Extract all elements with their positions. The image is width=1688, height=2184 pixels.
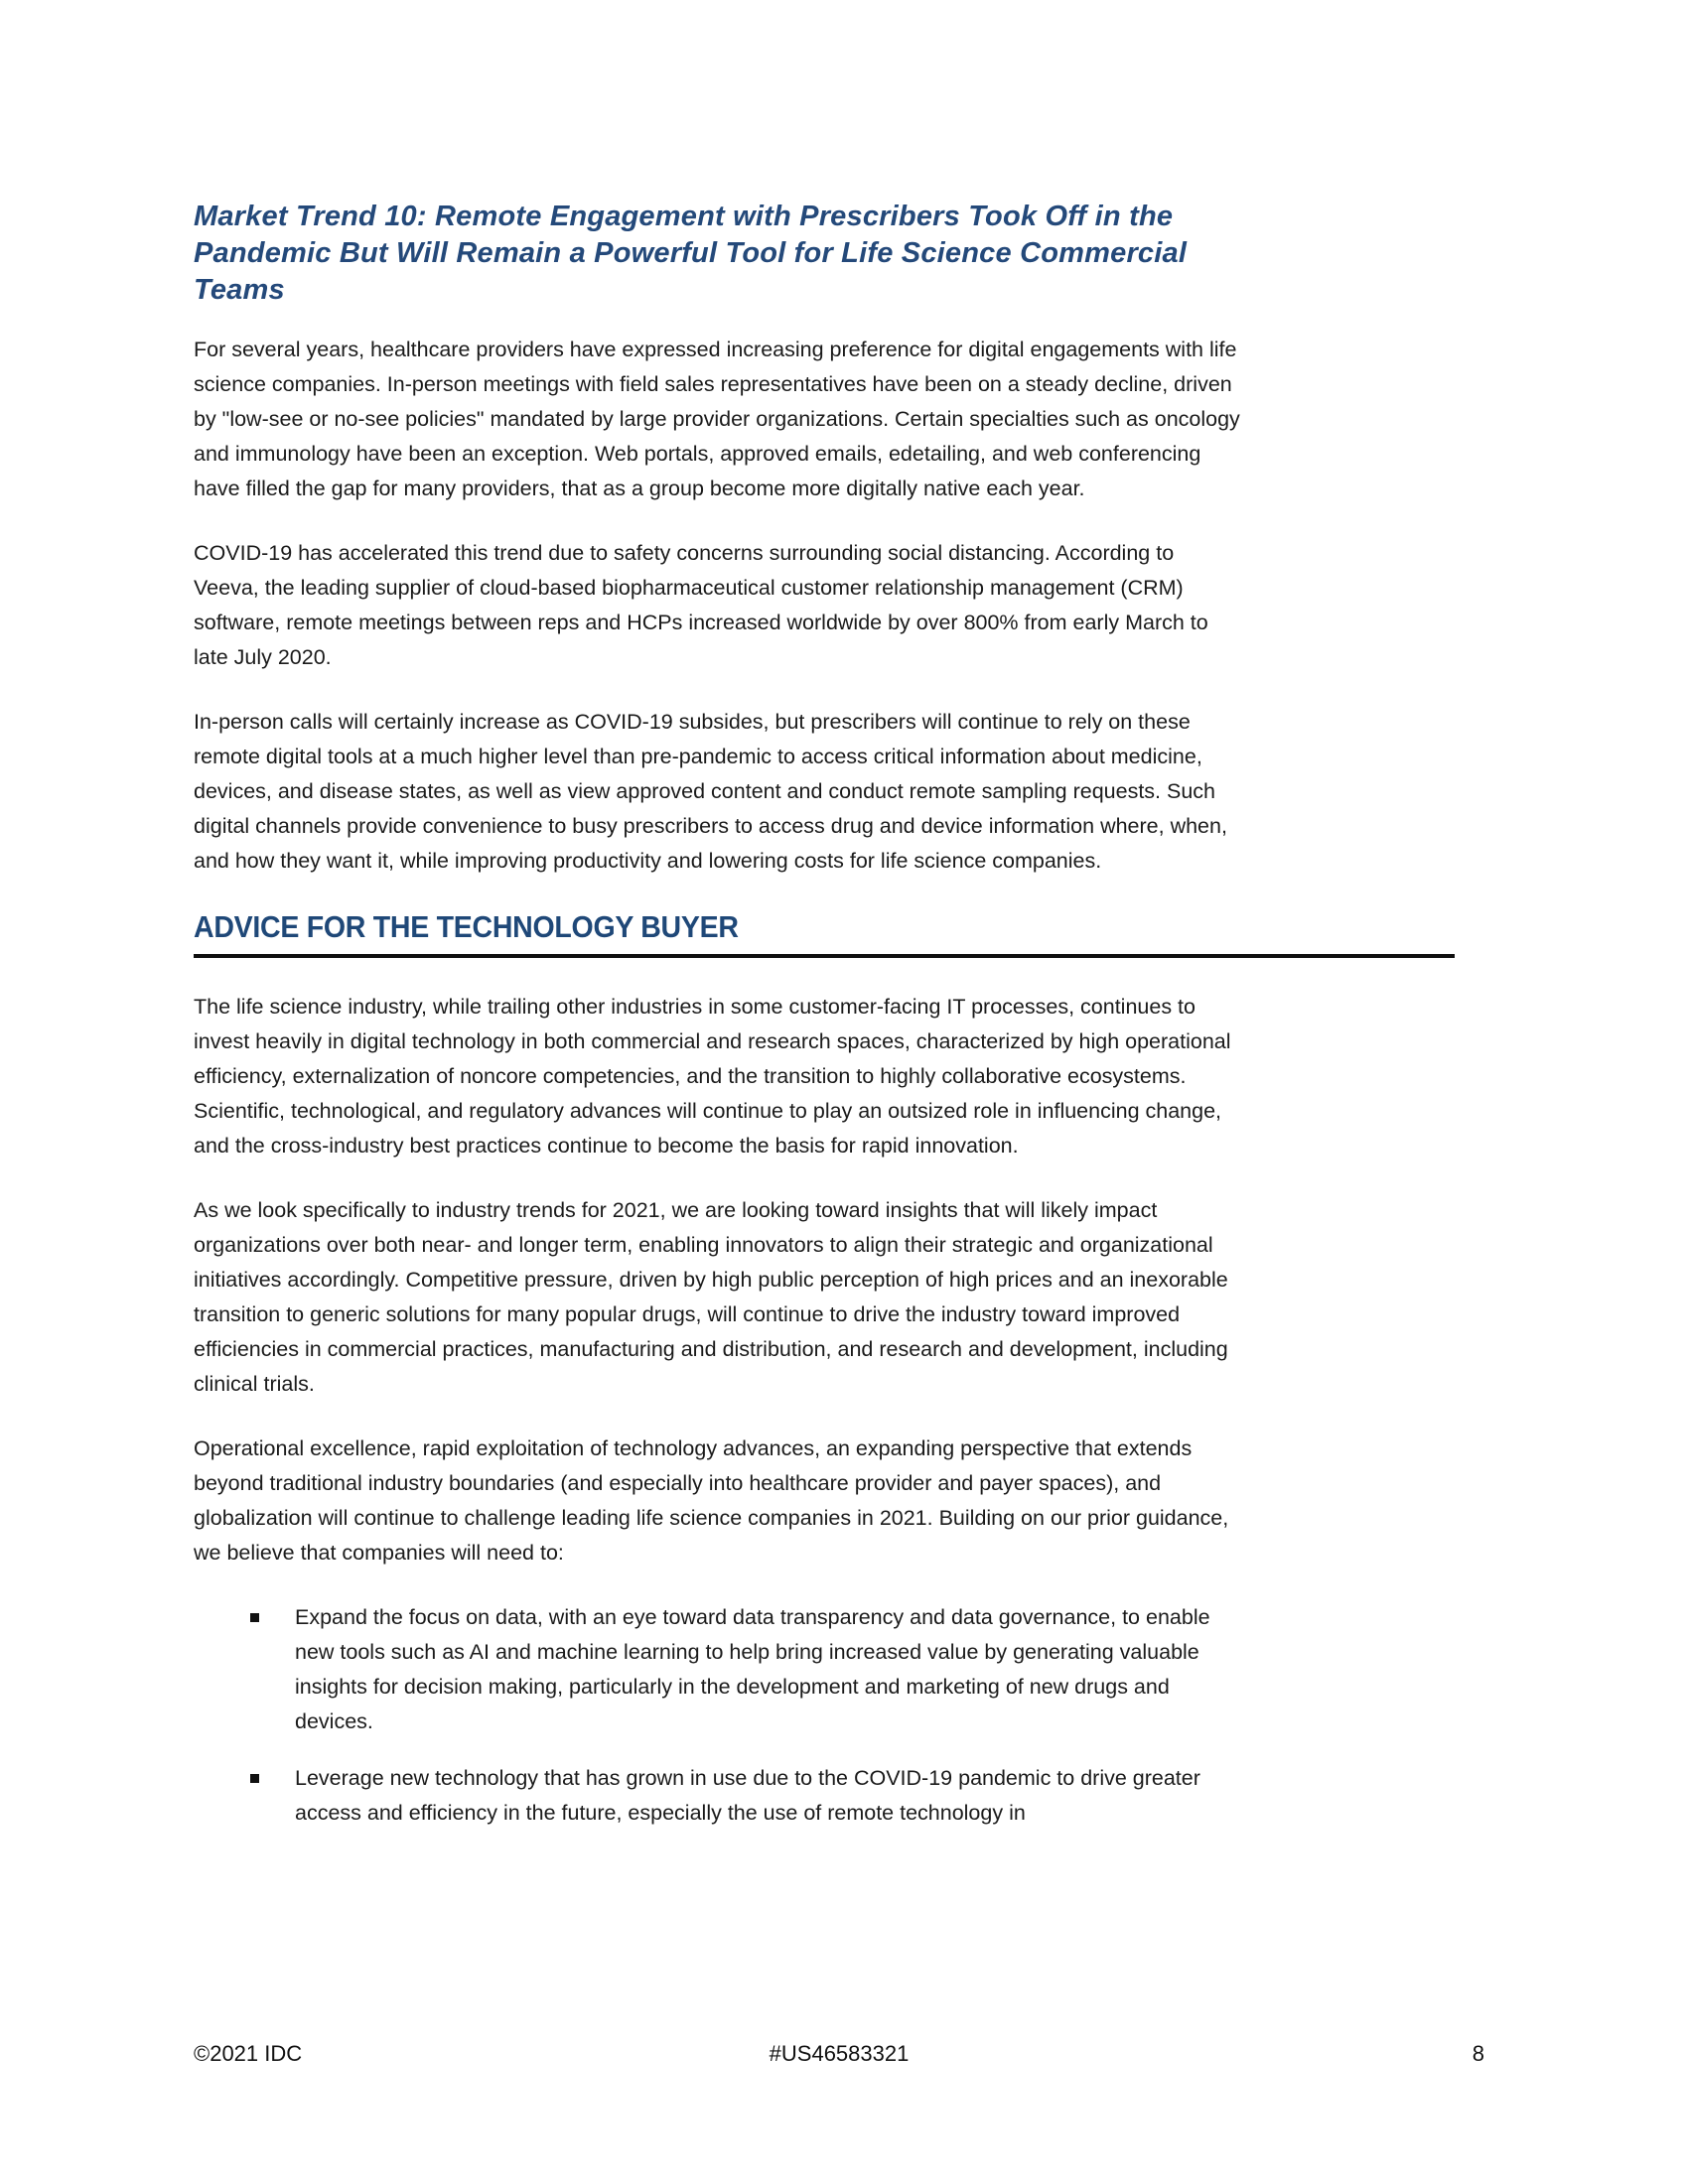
market-trend-paragraph-1: For several years, healthcare providers have expressed increasing preference for digital engagements with life science companies. In-person meetings with field sales representatives have been on a steady decline, driven by "low-see or no-see policies" mandated by large provider organizations. Certain specialties such as oncology and immunology have been an exception. Web portals, approved emails, edetailing, and web conferencing have filled the gap for many providers, that as a group become more digitally native each year. <box>194 338 1240 500</box>
advice-section-heading <box>194 908 1244 946</box>
page-footer <box>194 2041 1484 2067</box>
advice-section-heading-text: ADVICE FOR THE TECHNOLOGY BUYER <box>194 909 739 944</box>
list-item <box>194 1761 1244 1831</box>
advice-bullet-list <box>194 1600 1244 1831</box>
square-bullet-icon <box>250 1613 259 1622</box>
list-item <box>194 1600 1244 1739</box>
market-trend-paragraph-2: COVID-19 has accelerated this trend due to safety concerns surrounding social distancing. According to Veeva, the leading supplier of cloud-based biopharmaceutical customer relationship management (CRM) software, remote meetings between reps and HCPs increased worldwide by over 800% from early March to late July 2020. <box>194 541 1208 669</box>
section-divider-rule <box>194 954 1455 958</box>
footer-page-number: 8 <box>1472 2041 1484 2066</box>
bullet-text: Expand the focus on data, with an eye toward data transparency and data governance, to enable new tools such as AI and machine learning to help bring increased value by generating valuable insights for decision making, particularly in the development and marketing of new drugs and devices. <box>295 1605 1210 1733</box>
page-content <box>194 199 1244 1852</box>
market-trend-heading: Market Trend 10: Remote Engagement with Prescribers Took Off in the Pandemic But Will Remain a Powerful Tool for Life Science Commercial Teams <box>194 201 1188 306</box>
advice-paragraph-1: The life science industry, while trailing other industries in some customer-facing IT processes, continues to invest heavily in digital technology in both commercial and research spaces, characterized by high operational efficiency, externalization of noncore competencies, and the transition to highly collaborative ecosystems. Scientific, technological, and regulatory advances will continue to play an outsized role in influencing change, and the cross-industry best practices continue to become the basis for rapid innovation. <box>194 995 1231 1158</box>
advice-paragraph-3: Operational excellence, rapid exploitation of technology advances, an expanding perspective that extends beyond traditional industry boundaries (and especially into healthcare provider and payer spaces), and globalization will continue to challenge leading life science companies in 2021. Building on our prior guidance, we believe that companies will need to: <box>194 1436 1229 1565</box>
market-trend-paragraph-3: In-person calls will certainly increase as COVID-19 subsides, but prescribers will continue to rely on these remote digital tools at a much higher level than pre-pandemic to access critical information about medicine, devices, and disease states, as well as view approved content and conduct remote sampling requests. Such digital channels provide convenience to busy prescribers to access drug and device information where, when, and how they want it, while improving productivity and lowering costs for life science companies. <box>194 710 1227 873</box>
bullet-text: Leverage new technology that has grown in use due to the COVID-19 pandemic to drive greater access and efficiency in the future, especially the use of remote technology in <box>295 1766 1200 1825</box>
footer-document-id: #US46583321 <box>769 2041 910 2066</box>
advice-paragraph-2: As we look specifically to industry trends for 2021, we are looking toward insights that will likely impact organizations over both near- and longer term, enabling innovators to align their strategic and organizational initiatives accordingly. Competitive pressure, driven by high public perception of high prices and an inexorable transition to generic solutions for many popular drugs, will continue to drive the industry toward improved efficiencies in commercial practices, manufacturing and distribution, and research and development, including clinical trials. <box>194 1198 1228 1396</box>
square-bullet-icon <box>250 1774 259 1783</box>
footer-copyright: ©2021 IDC <box>194 2041 303 2066</box>
